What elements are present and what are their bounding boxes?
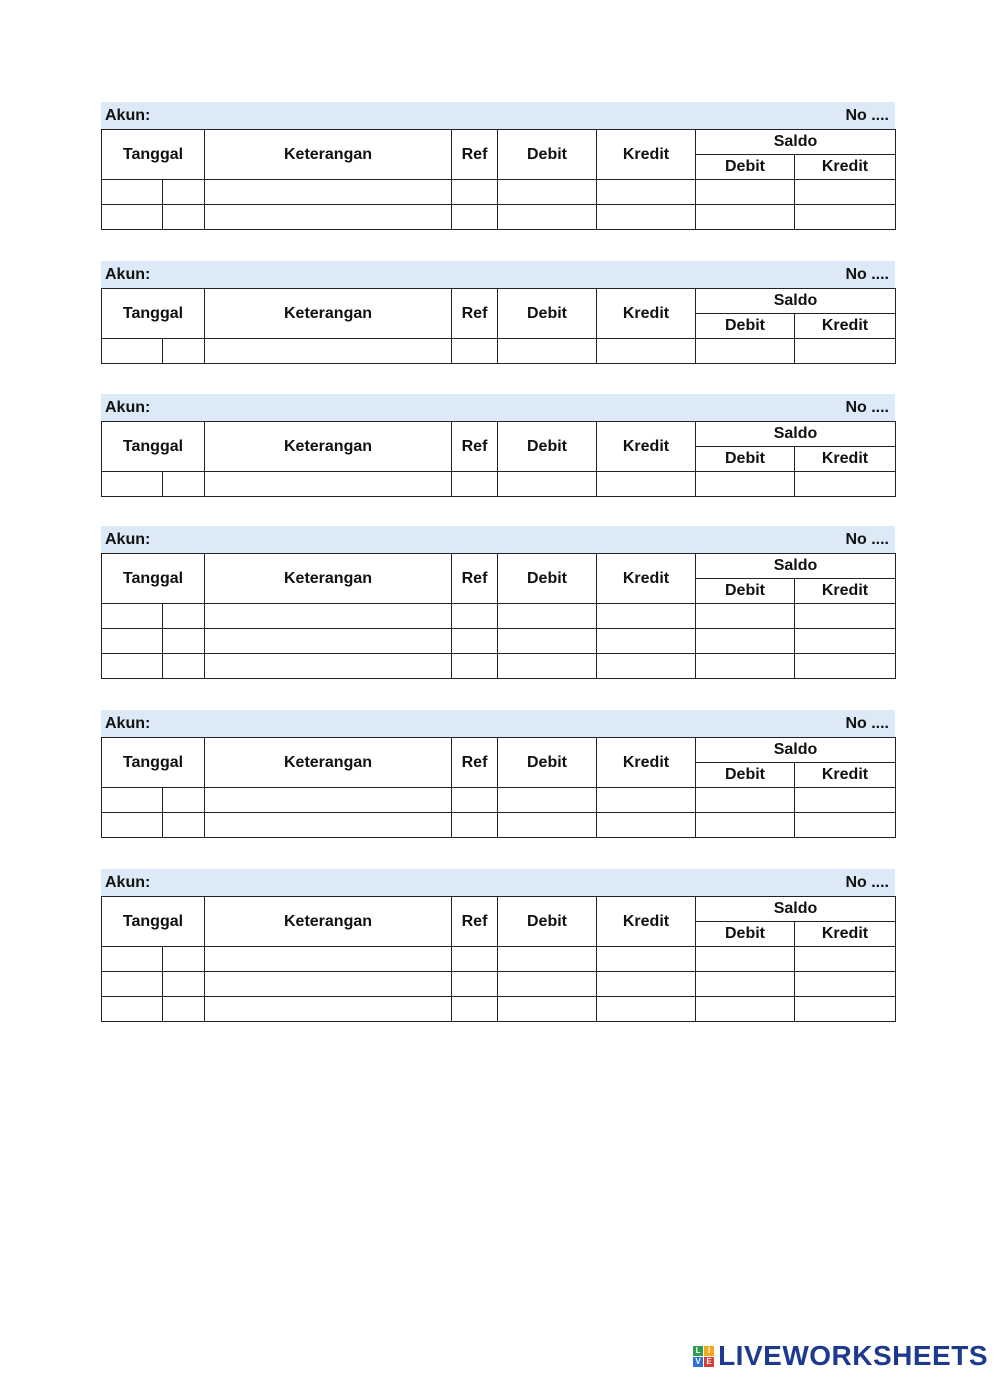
ref-cell[interactable] — [452, 654, 498, 679]
saldo-debit-header: Debit — [696, 447, 795, 472]
ledger-account — [101, 394, 895, 497]
description-cell[interactable] — [205, 813, 452, 838]
brand-text: LIVEWORKSHEETS — [718, 1340, 988, 1371]
saldo-kredit-header: Kredit — [795, 314, 896, 339]
debit-header: Debit — [498, 130, 597, 180]
table-row — [102, 788, 896, 813]
table-row — [102, 604, 896, 629]
saldo-debit-header: Debit — [696, 314, 795, 339]
debit-cell[interactable] — [498, 813, 597, 838]
saldo-header: Saldo — [696, 738, 896, 763]
debit-cell[interactable] — [498, 472, 597, 497]
saldo-debit-cell[interactable] — [696, 339, 795, 364]
account-number: No .... — [845, 266, 889, 283]
description-cell[interactable] — [205, 472, 452, 497]
ref-cell[interactable] — [452, 629, 498, 654]
ledger-table — [101, 421, 896, 497]
table-row — [102, 629, 896, 654]
saldo-debit-cell[interactable] — [696, 604, 795, 629]
ref-header: Ref — [452, 422, 498, 472]
saldo-header: Saldo — [696, 897, 896, 922]
saldo-kredit-cell[interactable] — [795, 654, 896, 679]
debit-cell[interactable] — [498, 604, 597, 629]
saldo-kredit-cell[interactable] — [795, 472, 896, 497]
date-month-cell[interactable] — [102, 205, 163, 230]
saldo-debit-cell[interactable] — [696, 472, 795, 497]
header-row — [102, 289, 896, 314]
saldo-debit-cell[interactable] — [696, 629, 795, 654]
date-day-cell[interactable] — [163, 205, 205, 230]
saldo-kredit-cell[interactable] — [795, 180, 896, 205]
table-row — [102, 472, 896, 497]
date-day-cell[interactable] — [163, 972, 205, 997]
account-label: Akun: — [105, 399, 151, 416]
saldo-debit-cell[interactable] — [696, 205, 795, 230]
kredit-cell[interactable] — [597, 339, 696, 364]
ref-cell[interactable] — [452, 205, 498, 230]
kredit-cell[interactable] — [597, 997, 696, 1022]
saldo-debit-header: Debit — [696, 579, 795, 604]
logo-letter: E — [704, 1357, 714, 1367]
header-row — [102, 897, 896, 922]
ref-header: Ref — [452, 897, 498, 947]
account-label: Akun: — [105, 107, 151, 124]
ref-cell[interactable] — [452, 339, 498, 364]
ref-cell[interactable] — [452, 972, 498, 997]
ledger-account — [101, 261, 895, 364]
table-row — [102, 654, 896, 679]
saldo-kredit-header: Kredit — [795, 447, 896, 472]
saldo-kredit-header: Kredit — [795, 763, 896, 788]
debit-header: Debit — [498, 554, 597, 604]
ledger-table — [101, 896, 896, 1022]
kredit-cell[interactable] — [597, 813, 696, 838]
debit-cell[interactable] — [498, 788, 597, 813]
date-month-cell[interactable] — [102, 604, 163, 629]
brand-logo — [693, 1340, 988, 1372]
logo-letter: I — [704, 1346, 714, 1356]
kredit-cell[interactable] — [597, 604, 696, 629]
kredit-cell[interactable] — [597, 947, 696, 972]
account-number: No .... — [845, 715, 889, 732]
header-row — [102, 130, 896, 155]
date-day-cell[interactable] — [163, 997, 205, 1022]
date-month-cell[interactable] — [102, 997, 163, 1022]
debit-cell[interactable] — [498, 947, 597, 972]
description-cell[interactable] — [205, 205, 452, 230]
ref-header: Ref — [452, 738, 498, 788]
tanggal-header: Tanggal — [102, 554, 205, 604]
table-row — [102, 947, 896, 972]
ref-cell[interactable] — [452, 947, 498, 972]
kredit-cell[interactable] — [597, 654, 696, 679]
ref-header: Ref — [452, 289, 498, 339]
logo-letter: L — [693, 1346, 703, 1356]
saldo-debit-cell[interactable] — [696, 788, 795, 813]
ref-cell[interactable] — [452, 604, 498, 629]
keterangan-header: Keterangan — [205, 289, 452, 339]
ledger-table — [101, 288, 896, 364]
ledger-table — [101, 129, 896, 230]
saldo-debit-cell[interactable] — [696, 654, 795, 679]
tanggal-header: Tanggal — [102, 422, 205, 472]
saldo-header: Saldo — [696, 554, 896, 579]
table-row — [102, 972, 896, 997]
date-month-cell[interactable] — [102, 654, 163, 679]
ref-cell[interactable] — [452, 997, 498, 1022]
debit-cell[interactable] — [498, 205, 597, 230]
saldo-kredit-cell[interactable] — [795, 629, 896, 654]
account-number: No .... — [845, 107, 889, 124]
description-cell[interactable] — [205, 972, 452, 997]
account-label: Akun: — [105, 266, 151, 283]
account-label: Akun: — [105, 874, 151, 891]
date-month-cell[interactable] — [102, 813, 163, 838]
date-day-cell[interactable] — [163, 654, 205, 679]
table-row — [102, 339, 896, 364]
liveworksheets-logo-icon — [693, 1346, 714, 1367]
debit-cell[interactable] — [498, 997, 597, 1022]
account-label: Akun: — [105, 531, 151, 548]
kredit-cell[interactable] — [597, 972, 696, 997]
saldo-debit-cell[interactable] — [696, 813, 795, 838]
saldo-debit-cell[interactable] — [696, 972, 795, 997]
saldo-kredit-cell[interactable] — [795, 972, 896, 997]
debit-header: Debit — [498, 422, 597, 472]
debit-cell[interactable] — [498, 180, 597, 205]
kredit-header: Kredit — [597, 554, 696, 604]
kredit-header: Kredit — [597, 897, 696, 947]
account-header — [101, 869, 895, 896]
table-row — [102, 813, 896, 838]
date-month-cell[interactable] — [102, 972, 163, 997]
saldo-kredit-header: Kredit — [795, 922, 896, 947]
tanggal-header: Tanggal — [102, 897, 205, 947]
description-cell[interactable] — [205, 604, 452, 629]
saldo-debit-cell[interactable] — [696, 947, 795, 972]
saldo-debit-cell[interactable] — [696, 997, 795, 1022]
kredit-cell[interactable] — [597, 205, 696, 230]
debit-header: Debit — [498, 897, 597, 947]
saldo-debit-header: Debit — [696, 155, 795, 180]
ledger-account — [101, 710, 895, 838]
saldo-kredit-cell[interactable] — [795, 604, 896, 629]
date-month-cell[interactable] — [102, 788, 163, 813]
debit-cell[interactable] — [498, 339, 597, 364]
date-day-cell[interactable] — [163, 472, 205, 497]
tanggal-header: Tanggal — [102, 289, 205, 339]
saldo-kredit-cell[interactable] — [795, 997, 896, 1022]
account-header — [101, 102, 895, 129]
account-header — [101, 526, 895, 553]
kredit-cell[interactable] — [597, 629, 696, 654]
ledger-account — [101, 869, 895, 1022]
keterangan-header: Keterangan — [205, 897, 452, 947]
saldo-kredit-cell[interactable] — [795, 947, 896, 972]
keterangan-header: Keterangan — [205, 738, 452, 788]
saldo-debit-cell[interactable] — [696, 180, 795, 205]
saldo-debit-header: Debit — [696, 763, 795, 788]
kredit-cell[interactable] — [597, 788, 696, 813]
description-cell[interactable] — [205, 788, 452, 813]
tanggal-header: Tanggal — [102, 738, 205, 788]
ref-cell[interactable] — [452, 813, 498, 838]
tanggal-header: Tanggal — [102, 130, 205, 180]
ledger-account — [101, 102, 895, 230]
date-month-cell[interactable] — [102, 947, 163, 972]
header-row — [102, 422, 896, 447]
table-row — [102, 205, 896, 230]
saldo-header: Saldo — [696, 130, 896, 155]
saldo-kredit-cell[interactable] — [795, 813, 896, 838]
description-cell[interactable] — [205, 947, 452, 972]
date-day-cell[interactable] — [163, 629, 205, 654]
kredit-header: Kredit — [597, 738, 696, 788]
kredit-header: Kredit — [597, 422, 696, 472]
description-cell[interactable] — [205, 180, 452, 205]
debit-cell[interactable] — [498, 972, 597, 997]
kredit-cell[interactable] — [597, 180, 696, 205]
description-cell[interactable] — [205, 629, 452, 654]
date-day-cell[interactable] — [163, 339, 205, 364]
header-row — [102, 738, 896, 763]
account-number: No .... — [845, 874, 889, 891]
date-month-cell[interactable] — [102, 339, 163, 364]
table-row — [102, 997, 896, 1022]
saldo-kredit-cell[interactable] — [795, 205, 896, 230]
ref-header: Ref — [452, 554, 498, 604]
account-header — [101, 710, 895, 737]
account-number: No .... — [845, 531, 889, 548]
date-day-cell[interactable] — [163, 788, 205, 813]
kredit-cell[interactable] — [597, 472, 696, 497]
keterangan-header: Keterangan — [205, 554, 452, 604]
saldo-kredit-cell[interactable] — [795, 339, 896, 364]
date-day-cell[interactable] — [163, 180, 205, 205]
keterangan-header: Keterangan — [205, 422, 452, 472]
saldo-kredit-header: Kredit — [795, 579, 896, 604]
ref-cell[interactable] — [452, 180, 498, 205]
date-month-cell[interactable] — [102, 629, 163, 654]
saldo-header: Saldo — [696, 289, 896, 314]
date-month-cell[interactable] — [102, 472, 163, 497]
date-day-cell[interactable] — [163, 947, 205, 972]
description-cell[interactable] — [205, 654, 452, 679]
description-cell[interactable] — [205, 339, 452, 364]
account-header — [101, 394, 895, 421]
description-cell[interactable] — [205, 997, 452, 1022]
ref-cell[interactable] — [452, 788, 498, 813]
ref-cell[interactable] — [452, 472, 498, 497]
ledger-table — [101, 553, 896, 679]
kredit-header: Kredit — [597, 289, 696, 339]
saldo-header: Saldo — [696, 422, 896, 447]
table-row — [102, 180, 896, 205]
debit-cell[interactable] — [498, 629, 597, 654]
keterangan-header: Keterangan — [205, 130, 452, 180]
ref-header: Ref — [452, 130, 498, 180]
ledger-table — [101, 737, 896, 838]
account-label: Akun: — [105, 715, 151, 732]
logo-letter: V — [693, 1357, 703, 1367]
date-day-cell[interactable] — [163, 604, 205, 629]
date-month-cell[interactable] — [102, 180, 163, 205]
saldo-kredit-cell[interactable] — [795, 788, 896, 813]
debit-header: Debit — [498, 738, 597, 788]
date-day-cell[interactable] — [163, 813, 205, 838]
account-number: No .... — [845, 399, 889, 416]
account-header — [101, 261, 895, 288]
kredit-header: Kredit — [597, 130, 696, 180]
ledger-account — [101, 526, 895, 679]
debit-cell[interactable] — [498, 654, 597, 679]
saldo-debit-header: Debit — [696, 922, 795, 947]
debit-header: Debit — [498, 289, 597, 339]
saldo-kredit-header: Kredit — [795, 155, 896, 180]
header-row — [102, 554, 896, 579]
